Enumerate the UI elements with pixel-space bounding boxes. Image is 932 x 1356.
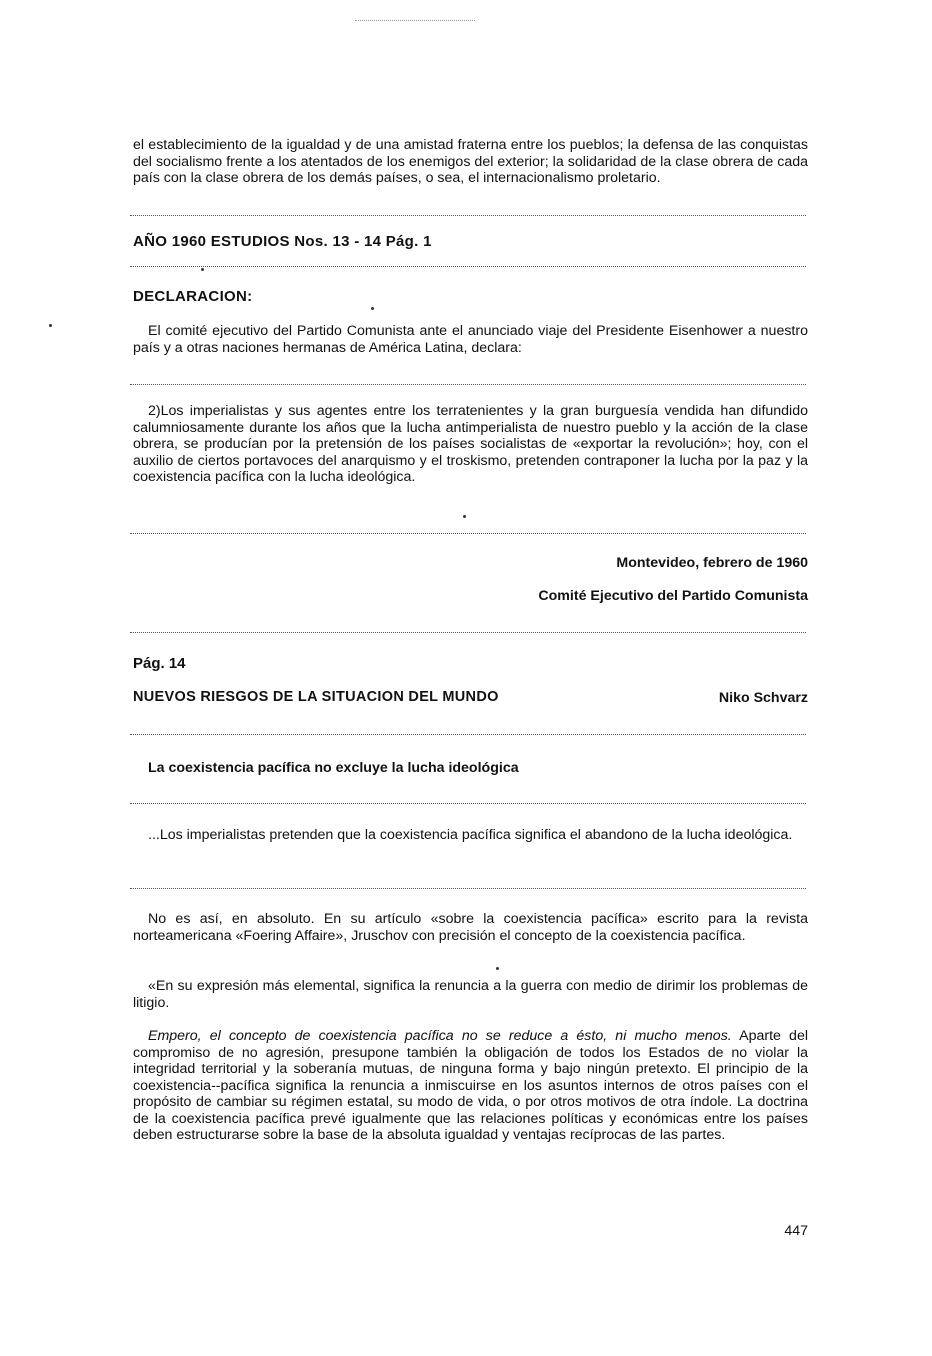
- article-paragraph: No es así, en absoluto. En su artículo «sobre la coexistencia pacífica» escrito para la revista norteamericana «Foering Affaire», Jruschov con precisión el concepto de la coexistencia pacífica.: [133, 911, 808, 944]
- signature: Comité Ejecutivo del Partido Comunista: [538, 588, 808, 604]
- page-number: 447: [784, 1223, 808, 1239]
- scan-speck: [371, 307, 374, 310]
- article-subtitle: La coexistencia pacífica no excluye la lucha ideológica: [148, 760, 519, 776]
- article-paragraph: [133, 1028, 808, 1144]
- declaracion-paragraph: El comité ejecutivo del Partido Comunista ante el anunciado viaje del Presidente Eisenhower a nuestro país y a otras naciones hermanas de América Latina, declara:: [133, 323, 808, 356]
- scan-noise: [355, 20, 475, 21]
- place-date: Montevideo, febrero de 1960: [616, 555, 808, 571]
- issue-header: AÑO 1960 ESTUDIOS Nos. 13 - 14 Pág. 1: [133, 233, 432, 250]
- declaracion-heading: DECLARACION:: [133, 288, 253, 305]
- dotted-separator: [130, 266, 806, 267]
- dotted-separator: [130, 533, 806, 534]
- italic-sentence: Empero, el concepto de coexistencia pacífica no se reduce a ésto, ni mucho menos.: [148, 1028, 732, 1044]
- dotted-separator: [130, 384, 806, 385]
- scan-speck: [496, 967, 499, 970]
- point-2-paragraph: 2)Los imperialistas y sus agentes entre los terratenientes y la gran burguesía vendida han difundido calumniosamente durante los años que la lucha antimperialista de nuestro pueblo y la acción de la clase obrera, se producían por la pretensión de los países socialistas de «exportar la revolución»; hoy, con el auxilio de ciertos portavoces del anarquismo y el troskismo, pretenden contraponer la lucha por la paz y la coexistencia pacífica con la lucha ideológica.: [133, 403, 808, 485]
- dotted-separator: [130, 734, 806, 735]
- paragraph-text: Aparte del compromiso de no agresión, presupone también la obligación de todos los Estados de no violar la integridad territorial y la soberanía mutuas, de ninguna forma y bajo ningún pretexto. El principio de la coexistencia--pacífica significa la renuncia a inmiscuirse en los asuntos internos de otros países con el propósito de cambiar su régimen estatal, su modo de vida, o por otros motivos de otra índole. La doctrina de la coexistencia pacífica prevé igualmente que las relaciones políticas y económicas entre los países deben estructurarse sobre la base de la absoluta igualdad y ventajas recíprocas de las partes.: [133, 1028, 808, 1143]
- scan-speck: [463, 515, 466, 518]
- dotted-separator: [130, 803, 806, 804]
- scan-speck: [201, 268, 204, 271]
- article-title: NUEVOS RIESGOS DE LA SITUACION DEL MUNDO: [133, 689, 499, 705]
- article-paragraph: ...Los imperialistas pretenden que la coexistencia pacífica significa el abandono de la lucha ideológica.: [148, 827, 793, 843]
- dotted-separator: [130, 632, 806, 633]
- article-paragraph: «En su expresión más elemental, significa la renuncia a la guerra con medio de dirimir los problemas de litigio.: [133, 978, 808, 1011]
- page-reference: Pág. 14: [133, 655, 186, 672]
- scan-speck: [49, 324, 52, 327]
- intro-paragraph: el establecimiento de la igualdad y de una amistad fraterna entre los pueblos; la defensa de las conquistas del socialismo frente a los atentados de los enemigos del exterior; la solidaridad de la clase obrera de cada país con la clase obrera de los demás países, o sea, el internacionalismo proletario.: [133, 137, 808, 186]
- dotted-separator: [130, 215, 806, 216]
- article-author: Niko Schvarz: [718, 690, 808, 706]
- dotted-separator: [130, 888, 806, 889]
